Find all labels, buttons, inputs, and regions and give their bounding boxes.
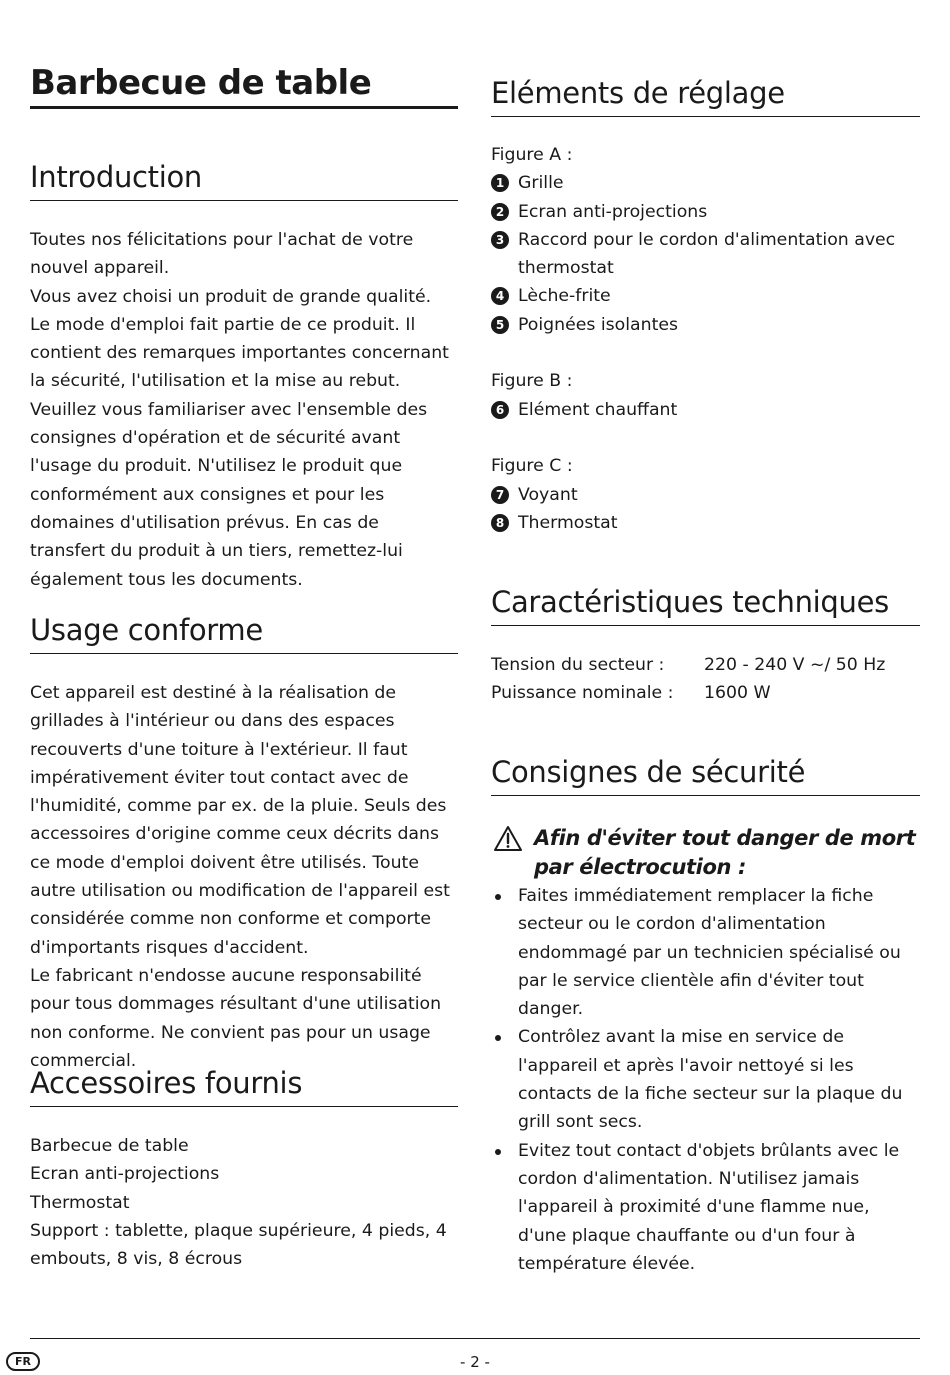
- number-badge-icon: 6: [491, 401, 509, 419]
- safety-list: [491, 882, 920, 1278]
- controls-body: [491, 141, 920, 537]
- introduction-heading: Introduction: [30, 158, 458, 201]
- footer-divider: [30, 1338, 920, 1339]
- figure-b-label: Figure B :: [491, 371, 573, 392]
- specs-table: [491, 651, 920, 708]
- item-label: Elément chauffant: [518, 399, 678, 420]
- bullet-icon: [495, 894, 501, 900]
- number-badge-icon: 2: [491, 203, 509, 221]
- list-item: [491, 169, 920, 197]
- list-item: [491, 882, 920, 1023]
- list-item: [491, 509, 920, 537]
- number-badge-icon: 4: [491, 287, 509, 305]
- spec-label: Puissance nominale :: [491, 683, 674, 704]
- number-badge-icon: 3: [491, 231, 509, 249]
- safety-heading: Consignes de sécurité: [491, 753, 920, 796]
- page-number: - 2 -: [460, 1353, 490, 1371]
- spec-value: 220 - 240 V ~/ 50 Hz: [704, 655, 886, 675]
- item-label: Voyant: [518, 484, 578, 505]
- introduction-paragraph: Toutes nos félicitations pour l'achat de votre nouvel appareil.: [30, 230, 414, 279]
- bullet-text: Faites immédiatement remplacer la fiche secteur ou le cordon d'alimentation endommagé par un technicien spécialisé ou par le service clientèle afin d'éviter tout danger.: [518, 886, 901, 1020]
- page-title: Barbecue de table: [30, 62, 458, 109]
- item-label: Thermostat: [518, 512, 618, 533]
- usage-paragraph: Cet appareil est destiné à la réalisation de grillades à l'intérieur ou dans des espaces recouverts d'une toiture à l'extérieur. Il faut impérativement éviter tout contact avec de l'humidité, comme par ex. de la pluie. Seuls des accessoires d'origine comme ceux décrits dans ce mode d'emploi doivent être utilisés. Toute autre utilisation ou modification de l'appareil est considérée comme non conforme et comporte d'importants risques d'accident.: [30, 683, 450, 958]
- warning-heading: [491, 824, 920, 881]
- warning-line: Afin d'éviter tout danger de mort: [534, 826, 916, 850]
- spec-value: 1600 W: [704, 683, 771, 704]
- introduction-paragraph: Vous avez choisi un produit de grande qualité.: [30, 286, 432, 307]
- table-row: [491, 651, 920, 679]
- spec-label: Tension du secteur :: [491, 655, 665, 675]
- usage-body: [30, 679, 458, 1075]
- table-row: [491, 679, 920, 707]
- language-badge: FR: [6, 1352, 40, 1371]
- safety-body: [491, 882, 920, 1278]
- list-item: Support : tablette, plaque supérieure, 4 pieds, 4 embouts, 8 vis, 8 écrous: [30, 1220, 447, 1270]
- usage-paragraph: Le fabricant n'endosse aucune responsabilité pour tous dommages résultant d'une utilisation non conforme. Ne convient pas pour un usage commercial.: [30, 965, 442, 1071]
- figure-a-list: [491, 169, 920, 339]
- item-label: Lèche-frite: [518, 286, 611, 307]
- number-badge-icon: 8: [491, 514, 509, 532]
- item-label: Ecran anti-projections: [518, 201, 708, 222]
- list-item: [491, 1137, 920, 1278]
- accessories-heading: Accessoires fournis: [30, 1064, 458, 1107]
- list-item: [491, 481, 920, 509]
- bullet-icon: [495, 1035, 501, 1041]
- number-badge-icon: 7: [491, 486, 509, 504]
- figure-a-label: Figure A :: [491, 145, 573, 165]
- specs-heading: Caractéristiques techniques: [491, 583, 920, 626]
- introduction-body: [30, 226, 458, 594]
- accessories-list: [30, 1132, 458, 1273]
- item-label: Poignées isolantes: [518, 314, 678, 335]
- list-item: [491, 198, 920, 226]
- item-label: Grille: [518, 173, 564, 194]
- list-item: Thermostat: [30, 1192, 130, 1213]
- figure-c-list: [491, 481, 920, 538]
- bullet-text: Evitez tout contact d'objets brûlants avec le cordon d'alimentation. N'utilisez jamais l'appareil à proximité d'une flamme nue, d'une plaque chauffante ou d'un four à température élevée.: [518, 1140, 900, 1274]
- list-item: [491, 1023, 920, 1136]
- bullet-icon: [495, 1149, 501, 1155]
- bullet-text: Contrôlez avant la mise en service de l'appareil et après l'avoir nettoyé si les contacts de la fiche secteur sur la plaque du grill sont secs.: [518, 1027, 903, 1133]
- controls-heading: Eléments de réglage: [491, 74, 920, 117]
- figure-b-list: [491, 396, 920, 424]
- list-item: [491, 311, 920, 339]
- item-label: Raccord pour le cordon d'alimentation avec thermostat: [518, 229, 896, 279]
- warning-line: par électrocution :: [534, 854, 746, 879]
- accessories-body: [30, 1132, 458, 1273]
- list-item: [491, 226, 920, 283]
- list-item: Ecran anti-projections: [30, 1164, 220, 1185]
- usage-heading: Usage conforme: [30, 611, 458, 654]
- list-item: [491, 396, 920, 424]
- number-badge-icon: 5: [491, 316, 509, 334]
- list-item: Barbecue de table: [30, 1136, 189, 1156]
- list-item: [491, 282, 920, 310]
- introduction-paragraph: Le mode d'emploi fait partie de ce produit. Il contient des remarques importantes concernant la sécurité, l'utilisation et la mise au rebut. Veuillez vous familiariser avec l'ensemble des consignes d'opération et de sécurité avant l'usage du produit. N'utilisez le produit que conformément aux consignes et pour les domaines d'utilisation prévus. En cas de transfert du produit à un tiers, remettez-lui également tous les documents.: [30, 314, 449, 590]
- figure-c-label: Figure C :: [491, 456, 573, 477]
- number-badge-icon: 1: [491, 174, 509, 192]
- warning-triangle-icon: [493, 825, 523, 852]
